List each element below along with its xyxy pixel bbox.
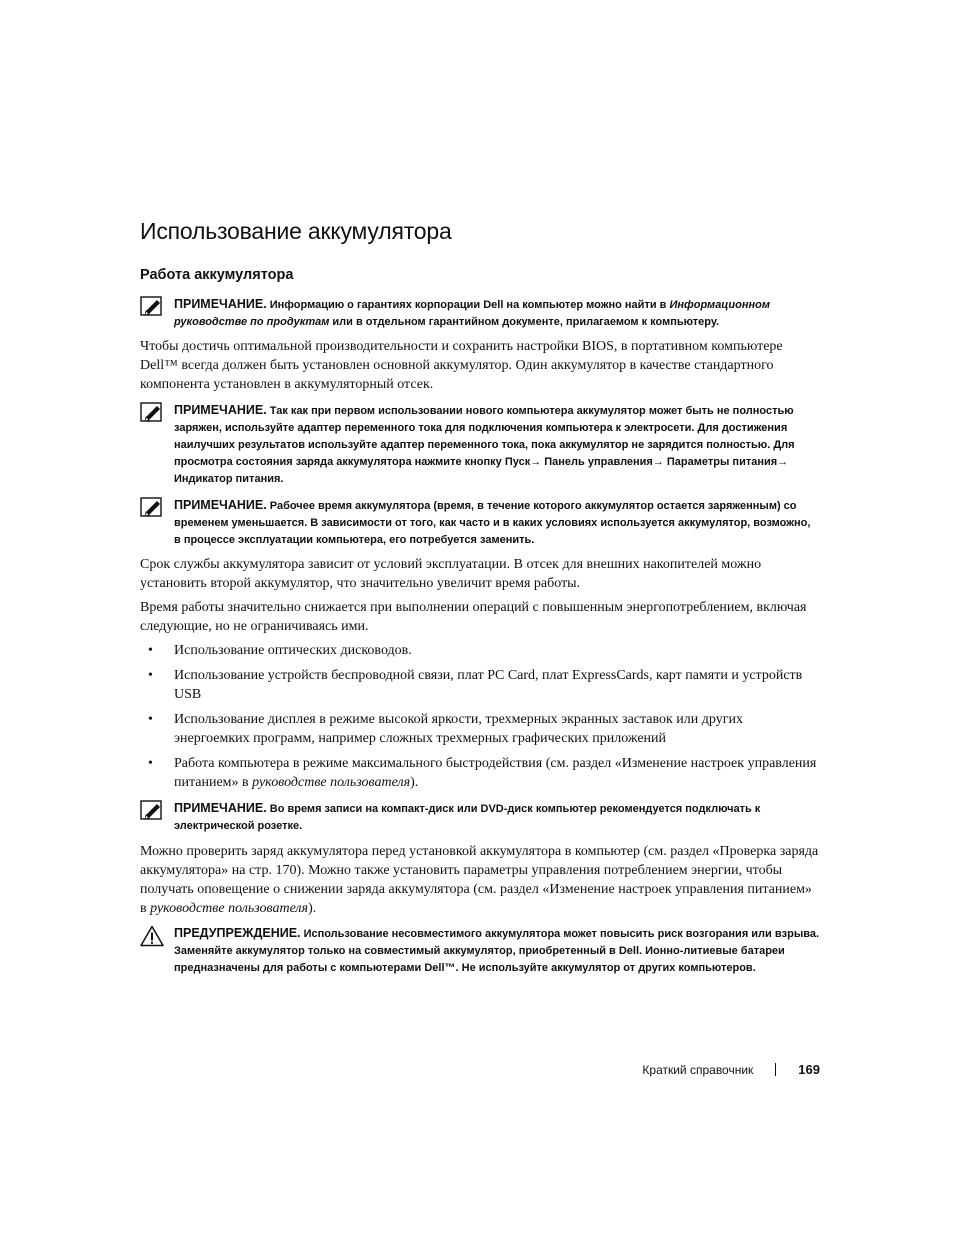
bullet-list [140, 641, 820, 792]
list-item-text: Использование оптических дисководов. [174, 643, 412, 658]
list-item [140, 641, 820, 660]
list-item [140, 754, 820, 792]
list-item-text: Использование дисплея в режиме высокой яркости, трехмерных экранных заставок или других энергоемких программ, например сложных трехмерных графических приложений [174, 712, 743, 746]
paragraph-doc-title: руководстве пользователя [150, 901, 309, 916]
warning-incompatible-battery [140, 925, 820, 977]
section-title: Работа аккумулятора [140, 267, 294, 283]
note-body: Информацию о гарантиях корпорации Dell на компьютер можно найти в [266, 299, 670, 311]
note-label: ПРИМЕЧАНИЕ. [174, 801, 267, 815]
note-doc-title: Информационном руководстве по продуктам [174, 299, 770, 328]
warning-triangle-icon [140, 925, 164, 947]
note-body-end: или в отдельном гарантийном документе, прилагаемом к компьютеру. [329, 316, 720, 328]
note-body: Рабочее время аккумулятора (время, в течение которого аккумулятор остается заряженным) со временем уменьшается. В зависимости от того, как часто и в каких условиях используется аккумулятор, возможно, в процессе эксплуатации компьютера, его потребуется заменить. [174, 500, 811, 546]
list-item-text-end: ). [410, 775, 419, 790]
paragraph-text: Можно проверить заряд аккумулятора перед установкой аккумулятора в компьютер (см. раздел «Проверка заряда аккумулятора» на стр. 170). Можно также установить параметры управления потреблением энергии, чтобы получать оповещение о снижении заряда аккумулятора (см. раздел «Изменение настроек управления питанием» в [140, 844, 819, 916]
footer-label: Краткий справочник [642, 1062, 754, 1077]
bullet-marker: • [148, 643, 153, 658]
note-body: Во время записи на компакт-диск или DVD-диск компьютер рекомендуется подключать к электрической розетке. [174, 803, 761, 832]
footer-divider [775, 1063, 776, 1076]
pencil-note-icon [140, 497, 164, 517]
bullet-marker: • [148, 756, 153, 771]
note-first-use [140, 402, 820, 488]
warning-label: ПРЕДУПРЕЖДЕНИЕ. [174, 926, 301, 940]
note-text [174, 402, 820, 488]
warning-body: Использование несовместимого аккумулятора может повысить риск возгорания или взрыва. Заменяйте аккумулятор только на совместимый аккумулятор, приобретенный в Dell. Ионно-литиевые батареи предназначены для работы с компьютерами Dell™. Не используйте аккумулятор от других компьютеров. [174, 928, 819, 974]
pencil-note-icon [140, 402, 164, 422]
note-text [174, 800, 820, 835]
paragraph-text-end: ). [308, 901, 317, 916]
list-item [140, 666, 820, 704]
pencil-note-icon [140, 296, 164, 316]
paragraph-power-usage: Время работы значительно снижается при выполнении операций с повышенным энергопотреблением, включая следующие, но не ограничиваясь ими. [140, 600, 807, 634]
pencil-note-icon [140, 800, 164, 820]
bullet-marker: • [148, 712, 153, 727]
note-label: ПРИМЕЧАНИЕ. [174, 403, 267, 417]
warning-text [174, 925, 820, 977]
page-number: 169 [798, 1062, 820, 1077]
paragraph-lifetime: Срок службы аккумулятора зависит от условий эксплуатации. В отсек для внешних накопителей можно установить второй аккумулятор, что значительно увеличит время работы. [140, 557, 762, 591]
list-item-text: Использование устройств беспроводной связи, плат PC Card, плат ExpressCards, карт памяти и устройств USB [174, 668, 803, 702]
note-label: ПРИМЕЧАНИЕ. [174, 498, 267, 512]
note-text [174, 497, 820, 549]
paragraph-bios: Чтобы достичь оптимальной производительности и сохранить настройки BIOS, в портативном компьютере Dell™ всегда должен быть установлен основной аккумулятор. Один аккумулятор в качестве стандартного компонента установлен в аккумуляторный отсек. [140, 339, 783, 392]
note-warranty [140, 296, 820, 331]
page-footer [642, 1062, 820, 1077]
note-cd-burning [140, 800, 820, 835]
note-runtime [140, 497, 820, 549]
list-item-doc-title: руководстве пользователя [252, 775, 411, 790]
paragraph-check-charge [140, 842, 820, 918]
note-body: Так как при первом использовании нового компьютера аккумулятор может быть не полностью заряжен, используйте адаптер переменного тока для подключения компьютера к электросети. Для достижения наилучших результатов используйте адаптер переменного тока, пока аккумулятор не зарядится полностью. Для просмотра состояния заряда аккумулятора нажмите кнопку Пуск→ Панель управления→ Параметры питания→ Индикатор питания. [174, 405, 795, 485]
note-text [174, 296, 820, 331]
note-label: ПРИМЕЧАНИЕ. [174, 297, 267, 311]
list-item [140, 710, 820, 748]
list-item-text: Работа компьютера в режиме максимального быстродействия (см. раздел «Изменение настроек управления питанием» в [174, 756, 817, 790]
bullet-marker: • [148, 668, 153, 683]
page-title: Использование аккумулятора [140, 218, 452, 244]
